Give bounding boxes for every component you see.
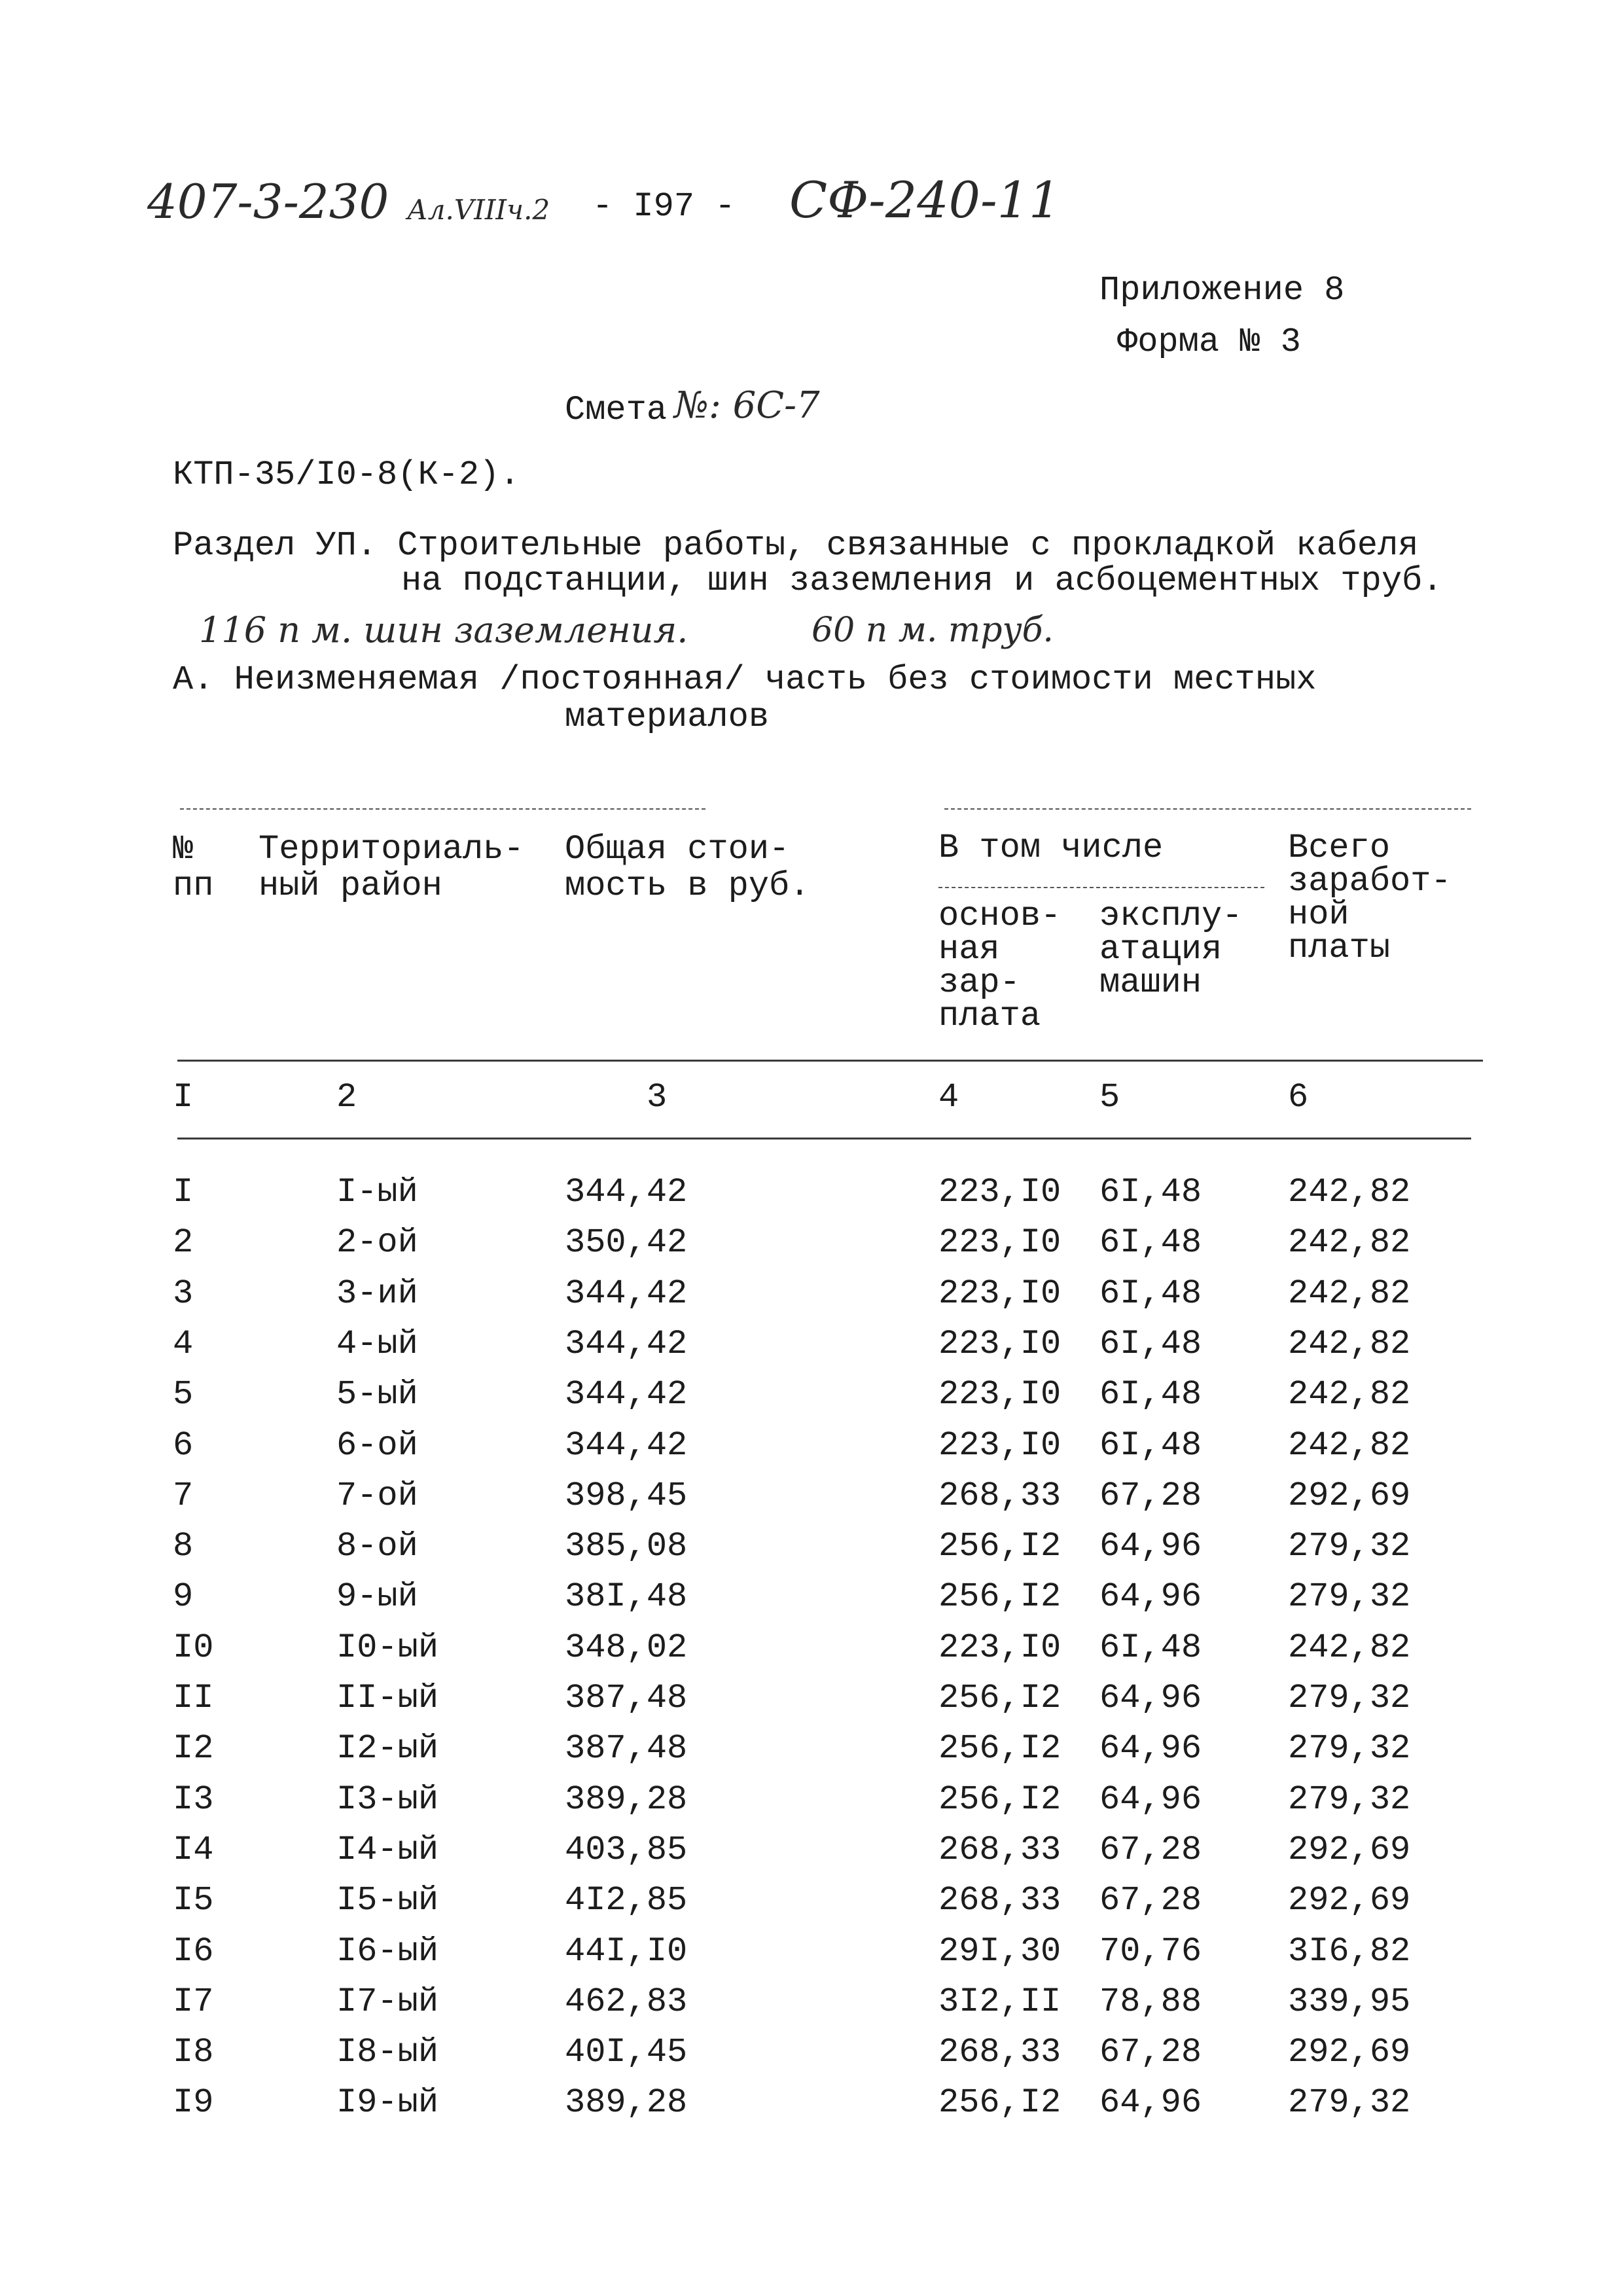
cell-machine-operation: 6I,48 bbox=[1099, 1173, 1202, 1211]
cell-machine-operation: 6I,48 bbox=[1099, 1426, 1202, 1465]
note-pipes: 60 п м. труб. bbox=[812, 611, 1054, 650]
cell-num: I7 bbox=[173, 1982, 214, 2021]
cell-total-cost: 387,48 bbox=[565, 1679, 688, 1717]
header-base-wages-line: плата bbox=[938, 997, 1041, 1035]
cell-base-wages: 223,I0 bbox=[938, 1426, 1061, 1465]
header-total-cost bbox=[565, 831, 810, 905]
cell-total-cost: 403,85 bbox=[565, 1830, 688, 1869]
cell-machine-operation: 67,28 bbox=[1099, 1476, 1202, 1515]
cell-total-cost: 385,08 bbox=[565, 1527, 688, 1566]
section-title-line-1: Раздел УП. Строительные работы, связанные с прокладкой кабеля bbox=[173, 526, 1419, 565]
table-row bbox=[0, 1982, 1623, 2021]
cell-machine-operation: 64,96 bbox=[1099, 1527, 1202, 1566]
column-number: 4 bbox=[938, 1078, 959, 1117]
cell-machine-operation: 6I,48 bbox=[1099, 1628, 1202, 1667]
header-base-wages bbox=[938, 899, 1061, 1033]
cell-machine-operation: 6I,48 bbox=[1099, 1375, 1202, 1414]
header-group-rule bbox=[938, 887, 1264, 888]
section-title-line-2: на подстанции, шин заземления и асбоцементных труб. bbox=[401, 562, 1443, 600]
header-base-wages-line: ная bbox=[938, 930, 1000, 969]
cell-total-cost: 344,42 bbox=[565, 1173, 688, 1211]
cell-machine-operation: 64,96 bbox=[1099, 1729, 1202, 1768]
table-row bbox=[0, 1931, 1623, 1971]
cell-base-wages: 3I2,II bbox=[938, 1982, 1061, 2021]
cell-base-wages: 268,33 bbox=[938, 2033, 1061, 2072]
table-top-rule-left bbox=[180, 808, 705, 810]
cell-district: I7-ый bbox=[336, 1982, 439, 2021]
table-row bbox=[0, 1223, 1623, 1263]
cell-machine-operation: 64,96 bbox=[1099, 1780, 1202, 1819]
table-row bbox=[0, 1476, 1623, 1515]
cell-total-wages: 292,69 bbox=[1288, 1830, 1411, 1869]
cell-num: II bbox=[173, 1679, 214, 1717]
cell-machine-operation: 67,28 bbox=[1099, 1830, 1202, 1869]
cell-district: II-ый bbox=[336, 1679, 439, 1717]
cell-district: I3-ый bbox=[336, 1780, 439, 1819]
cell-total-wages: 242,82 bbox=[1288, 1274, 1411, 1313]
cell-num: I3 bbox=[173, 1780, 214, 1819]
header-district bbox=[259, 831, 524, 905]
table-row bbox=[0, 1681, 1623, 1715]
cell-num: I bbox=[173, 1173, 194, 1211]
cell-district: I2-ый bbox=[336, 1729, 439, 1768]
cell-base-wages: 256,I2 bbox=[938, 1527, 1061, 1566]
header-machine-operation-line: машин bbox=[1099, 963, 1202, 1002]
cell-base-wages: 256,I2 bbox=[938, 2083, 1061, 2123]
cell-total-cost: 462,83 bbox=[565, 1982, 688, 2021]
table-row bbox=[0, 1324, 1623, 1363]
cell-total-wages: 242,82 bbox=[1288, 1173, 1411, 1211]
cell-total-cost: 348,02 bbox=[565, 1628, 688, 1667]
cell-district: I-ый bbox=[336, 1173, 418, 1211]
project-code: 407-3-230 bbox=[147, 174, 389, 229]
cell-district: I5-ый bbox=[336, 1881, 439, 1920]
header-total-wages-line: ной bbox=[1288, 895, 1349, 934]
header-base-wages-line: основ- bbox=[938, 897, 1061, 935]
table-row bbox=[0, 1175, 1623, 1210]
header-num-line: № bbox=[173, 830, 194, 869]
cell-machine-operation: 70,76 bbox=[1099, 1931, 1202, 1971]
form-label: Форма № 3 bbox=[1117, 323, 1301, 361]
cell-total-cost: 40I,45 bbox=[565, 2033, 688, 2072]
cell-num: I4 bbox=[173, 1830, 214, 1869]
cell-num: I5 bbox=[173, 1881, 214, 1920]
cell-district: 4-ый bbox=[336, 1324, 418, 1363]
cell-base-wages: 256,I2 bbox=[938, 1780, 1061, 1819]
column-number: 5 bbox=[1099, 1078, 1120, 1117]
subsection-title-line-2: материалов bbox=[565, 698, 770, 736]
cell-base-wages: 268,33 bbox=[938, 1476, 1061, 1515]
cell-base-wages: 223,I0 bbox=[938, 1274, 1061, 1313]
cell-base-wages: 223,I0 bbox=[938, 1628, 1061, 1667]
object-name: КТП-35/I0-8(К-2). bbox=[173, 456, 520, 494]
cell-district: I8-ый bbox=[336, 2033, 439, 2072]
header-num-line: пп bbox=[173, 867, 214, 905]
cell-total-wages: 279,32 bbox=[1288, 2083, 1411, 2123]
cell-machine-operation: 6I,48 bbox=[1099, 1223, 1202, 1263]
header-total-wages-line: платы bbox=[1288, 929, 1391, 967]
cell-district: 3-ий bbox=[336, 1274, 418, 1313]
header-total-wages bbox=[1288, 831, 1452, 965]
cell-total-wages: 279,32 bbox=[1288, 1577, 1411, 1617]
table-row bbox=[0, 2033, 1623, 2072]
subsection-title-line-1: А. Неизменяемая /постоянная/ часть без стоимости местных bbox=[173, 660, 1317, 699]
cell-total-wages: 279,32 bbox=[1288, 1527, 1411, 1566]
header-num bbox=[173, 831, 213, 905]
cell-total-wages: 242,82 bbox=[1288, 1223, 1411, 1263]
cell-base-wages: 29I,30 bbox=[938, 1931, 1061, 1971]
cell-total-cost: 344,42 bbox=[565, 1274, 688, 1313]
header-machine-operation-line: эксплу- bbox=[1099, 897, 1243, 935]
table-row bbox=[0, 2083, 1623, 2123]
header-total-wages-line: заработ- bbox=[1288, 862, 1452, 901]
cell-base-wages: 223,I0 bbox=[938, 1173, 1061, 1211]
cell-machine-operation: 64,96 bbox=[1099, 2083, 1202, 2123]
cell-district: I4-ый bbox=[336, 1830, 439, 1869]
header-total-cost-line: мость в руб. bbox=[565, 867, 810, 905]
cell-district: I9-ый bbox=[336, 2083, 439, 2123]
cell-total-wages: 292,69 bbox=[1288, 2033, 1411, 2072]
header-machine-operation bbox=[1099, 897, 1243, 1002]
table-row bbox=[0, 1426, 1623, 1465]
cell-total-wages: 242,82 bbox=[1288, 1426, 1411, 1465]
cell-total-wages: 279,32 bbox=[1288, 1729, 1411, 1768]
cell-num: 4 bbox=[173, 1324, 194, 1363]
document-number: СФ-240-11 bbox=[789, 171, 1061, 229]
cell-num: 9 bbox=[173, 1577, 194, 1617]
cell-num: 7 bbox=[173, 1476, 194, 1515]
cell-total-cost: 389,28 bbox=[565, 2083, 688, 2123]
cell-total-cost: 38I,48 bbox=[565, 1577, 688, 1617]
cell-base-wages: 268,33 bbox=[938, 1830, 1061, 1869]
cell-district: 7-ой bbox=[336, 1476, 418, 1515]
column-number: 6 bbox=[1288, 1078, 1309, 1117]
column-number: I bbox=[173, 1078, 194, 1117]
cell-machine-operation: 67,28 bbox=[1099, 1881, 1202, 1920]
cell-machine-operation: 64,96 bbox=[1099, 1577, 1202, 1617]
cell-num: I6 bbox=[173, 1931, 214, 1971]
table-top-rule-right bbox=[944, 808, 1471, 810]
cell-total-cost: 44I,I0 bbox=[565, 1931, 688, 1971]
cell-total-wages: 279,32 bbox=[1288, 1679, 1411, 1717]
cell-base-wages: 256,I2 bbox=[938, 1577, 1061, 1617]
table-row bbox=[0, 1527, 1623, 1566]
cell-district: 9-ый bbox=[336, 1577, 418, 1617]
cell-num: 8 bbox=[173, 1527, 194, 1566]
cell-total-cost: 344,42 bbox=[565, 1324, 688, 1363]
cell-district: I0-ый bbox=[336, 1628, 439, 1667]
cell-total-wages: 3I6,82 bbox=[1288, 1931, 1411, 1971]
cell-district: I6-ый bbox=[336, 1931, 439, 1971]
header-district-line: Территориаль- bbox=[259, 830, 524, 869]
cell-machine-operation: 6I,48 bbox=[1099, 1324, 1202, 1363]
note-grounding: 116 п м. шин заземления. bbox=[199, 609, 688, 651]
cell-base-wages: 223,I0 bbox=[938, 1223, 1061, 1263]
cell-total-wages: 292,69 bbox=[1288, 1881, 1411, 1920]
table-row bbox=[0, 1628, 1623, 1667]
cell-machine-operation: 78,88 bbox=[1099, 1982, 1202, 2021]
cell-total-cost: 344,42 bbox=[565, 1426, 688, 1465]
header-total-cost-line: Общая стои- bbox=[565, 830, 790, 869]
cell-num: I0 bbox=[173, 1628, 214, 1667]
cell-total-wages: 279,32 bbox=[1288, 1780, 1411, 1819]
table-row bbox=[0, 1375, 1623, 1414]
appendix-label: Приложение 8 bbox=[1099, 271, 1345, 310]
cell-machine-operation: 64,96 bbox=[1099, 1679, 1202, 1717]
cell-district: 5-ый bbox=[336, 1375, 418, 1414]
cell-base-wages: 256,I2 bbox=[938, 1679, 1061, 1717]
cell-num: 2 bbox=[173, 1223, 194, 1263]
header-total-wages-line: Всего bbox=[1288, 829, 1391, 867]
volume-reference: Ал.VIIIч.2 bbox=[407, 194, 550, 226]
cell-district: 8-ой bbox=[336, 1527, 418, 1566]
cell-base-wages: 223,I0 bbox=[938, 1324, 1061, 1363]
cell-base-wages: 268,33 bbox=[938, 1881, 1061, 1920]
cell-total-cost: 387,48 bbox=[565, 1729, 688, 1768]
page-number: - I97 - bbox=[592, 187, 736, 226]
cell-total-cost: 398,45 bbox=[565, 1476, 688, 1515]
column-number: 2 bbox=[336, 1078, 357, 1117]
cell-district: 2-ой bbox=[336, 1223, 418, 1263]
estimate-number: №: 6С-7 bbox=[674, 384, 820, 427]
cell-base-wages: 256,I2 bbox=[938, 1729, 1061, 1768]
cell-total-wages: 242,82 bbox=[1288, 1375, 1411, 1414]
cell-machine-operation: 6I,48 bbox=[1099, 1274, 1202, 1313]
cell-total-cost: 4I2,85 bbox=[565, 1881, 688, 1920]
table-row bbox=[0, 1881, 1623, 1920]
header-base-wages-line: зар- bbox=[938, 963, 1020, 1002]
table-row bbox=[0, 1577, 1623, 1617]
cell-total-wages: 339,95 bbox=[1288, 1982, 1411, 2021]
table-row bbox=[0, 1780, 1623, 1819]
column-number: 3 bbox=[647, 1078, 668, 1117]
header-district-line: ный район bbox=[259, 867, 442, 905]
cell-num: 6 bbox=[173, 1426, 194, 1465]
cell-total-wages: 292,69 bbox=[1288, 1476, 1411, 1515]
cell-total-cost: 344,42 bbox=[565, 1375, 688, 1414]
cell-machine-operation: 67,28 bbox=[1099, 2033, 1202, 2072]
table-row bbox=[0, 1729, 1623, 1768]
header-group-including: В том числе bbox=[938, 829, 1164, 867]
cell-total-wages: 242,82 bbox=[1288, 1628, 1411, 1667]
cell-total-cost: 389,28 bbox=[565, 1780, 688, 1819]
header-bottom-rule bbox=[177, 1060, 1483, 1062]
estimate-label: Смета bbox=[565, 391, 668, 429]
cell-total-wages: 242,82 bbox=[1288, 1324, 1411, 1363]
cell-district: 6-ой bbox=[336, 1426, 418, 1465]
header-machine-operation-line: атация bbox=[1099, 930, 1222, 969]
column-numbers-bottom-rule bbox=[177, 1138, 1471, 1139]
cell-num: 5 bbox=[173, 1375, 194, 1414]
cell-num: 3 bbox=[173, 1274, 194, 1313]
cell-base-wages: 223,I0 bbox=[938, 1375, 1061, 1414]
table-row bbox=[0, 1274, 1623, 1313]
table-row bbox=[0, 1830, 1623, 1869]
cell-num: I2 bbox=[173, 1729, 214, 1768]
cell-num: I9 bbox=[173, 2083, 214, 2123]
cell-num: I8 bbox=[173, 2033, 214, 2072]
cell-total-cost: 350,42 bbox=[565, 1223, 688, 1263]
